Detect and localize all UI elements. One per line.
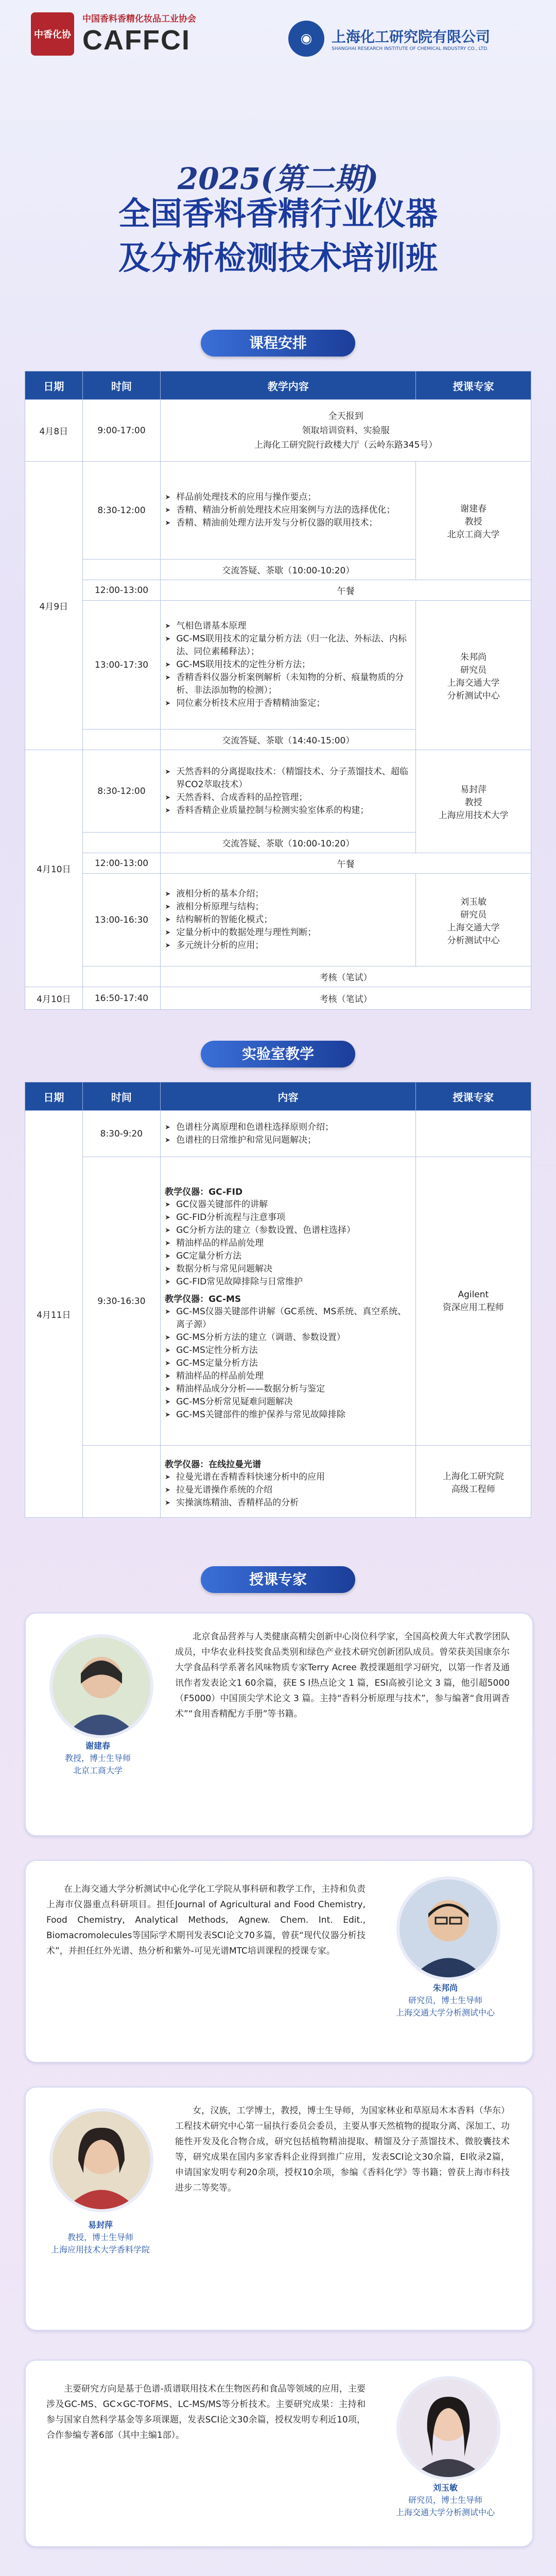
caffci-logo bbox=[31, 11, 196, 56]
table-row bbox=[25, 400, 531, 462]
cell-content: 考核（笔试） bbox=[161, 987, 531, 1010]
title-line-1: 全国香料香精行业仪器 bbox=[118, 195, 438, 232]
list-item: ➤ GC-MS联用技术的定性分析方法； bbox=[174, 658, 411, 671]
table-header-row bbox=[25, 371, 531, 400]
expert-card-1 bbox=[25, 1613, 533, 1836]
col-content: 教学内容 bbox=[161, 371, 416, 400]
cell-date: 4月9日 bbox=[25, 462, 83, 750]
cell-time: 13:00-16:30 bbox=[82, 874, 161, 967]
group-title: 教学仪器：GC-MS bbox=[165, 1294, 241, 1304]
list-item: ➤ 实操演练精油、香精样品的分析 bbox=[174, 1497, 411, 1510]
table-row bbox=[25, 853, 531, 874]
experts-section-title: 授课专家 bbox=[201, 1566, 355, 1593]
cell-break: 交流答疑、茶歇（10:00-10:20） bbox=[161, 560, 416, 580]
schedule-section-title: 课程安排 bbox=[201, 330, 355, 357]
group-list bbox=[165, 1198, 411, 1289]
lab-table bbox=[25, 1082, 531, 1518]
lab-section-title: 实验室教学 bbox=[201, 1041, 355, 1067]
cell-expert: 刘玉敏 研究员 上海交通大学 分析测试中心 bbox=[416, 874, 531, 967]
expert-card-4 bbox=[25, 2360, 533, 2547]
list-item: ➤ GC-FID分析流程与注意事项 bbox=[174, 1211, 411, 1224]
schedule-table bbox=[25, 371, 531, 1010]
cell-date: 4月10日 bbox=[25, 750, 83, 987]
institute-logo bbox=[288, 21, 490, 57]
cell-content: 考核（笔试） bbox=[161, 967, 531, 987]
table-row bbox=[25, 987, 531, 1010]
header bbox=[0, 0, 556, 277]
expert-name: 朱邦尚 研究员，博士生导师 上海交通大学分析测试中心 bbox=[395, 1983, 495, 2018]
cell-date: 4月10日 bbox=[25, 987, 83, 1010]
list-item: ➤ GC-MS分析方法的建立（调谐、参数设置） bbox=[174, 1331, 411, 1344]
list-item: ➤ 天然香料的分离提取技术：（精馏技术、分子蒸馏技术、超临界CO2萃取技术） bbox=[174, 766, 411, 791]
table-row bbox=[25, 580, 531, 601]
expert-name: 易封萍 教授，博士生导师 上海应用技术大学香料学院 bbox=[50, 2220, 150, 2255]
list-item: ➤ 数据分析与常见问题解决 bbox=[174, 1263, 411, 1276]
list-item: ➤ 香精、精油分析前处理技术应用案例与方法的选择优化； bbox=[174, 504, 411, 517]
table-row bbox=[25, 967, 531, 987]
expert-photo-avatar bbox=[396, 2376, 500, 2480]
cell-time: 8:30-9:20 bbox=[82, 1111, 160, 1157]
col-content: 内容 bbox=[161, 1082, 416, 1111]
list-item: ➤ GC-FID常见故障排除与日常维护 bbox=[174, 1276, 411, 1289]
table-row bbox=[25, 462, 531, 560]
list-item: ➤ 天然香料、合成香料的品控管理； bbox=[174, 791, 411, 804]
col-expert: 授课专家 bbox=[415, 1082, 531, 1111]
list-item: ➤ GC-MS定量分析方法 bbox=[174, 1357, 411, 1370]
list-item: ➤ 多元统计分析的应用； bbox=[174, 939, 411, 952]
cell-time: 12:00-13:00 bbox=[82, 853, 161, 874]
list-item: ➤ 香精香料仪器分析案例解析（未知物的分析、痕量物质的分析、非法添加物的检测）； bbox=[174, 671, 411, 697]
cell-expert: 朱邦尚 研究员 上海交通大学 分析测试中心 bbox=[416, 601, 531, 750]
cell-content bbox=[161, 1446, 416, 1518]
list-item: ➤ GC-MS分析常见疑难问题解决 bbox=[174, 1396, 411, 1409]
cell-expert: 易封萍 教授 上海应用技术大学 bbox=[416, 750, 531, 853]
list-item: ➤ 结构解析的智能化模式； bbox=[174, 913, 411, 926]
list-item: ➤ 香料香精企业质量控制与检测实验室体系的构建； bbox=[174, 804, 411, 817]
caffci-emblem-icon: 中香化协 bbox=[31, 12, 74, 56]
list-item: ➤ 精油样品的样品前处理 bbox=[174, 1237, 411, 1250]
expert-bio: 主要研究方向是基于色谱-质谱联用技术在生物医药和食品等领域的应用，主要涉及GC-MS、GC×GC-TOFMS、LC-MS/MS等分析技术。主要研究成果：主持和参与国家自然科学基金等多项课题，发表SCI论文30余篇，授权发明专利近10项，合作参编专著6部（其中主编1部）。 bbox=[46, 2384, 366, 2441]
cell-content bbox=[161, 601, 416, 730]
list-item: ➤ 色谱柱分离原理和色谱柱选择原则介绍； bbox=[174, 1121, 411, 1134]
group-title: 教学仪器：GC-FID bbox=[165, 1187, 243, 1197]
title-line-2: 及分析检测技术培训班 bbox=[118, 239, 438, 277]
list-item: ➤ 液相分析原理与结构； bbox=[174, 901, 411, 913]
list-item: ➤ 同位素分析技术应用于香精精油鉴定； bbox=[174, 697, 411, 710]
cell-expert: 谢建春 教授 北京工商大学 bbox=[416, 462, 531, 580]
page-title bbox=[0, 192, 556, 280]
table-row bbox=[25, 1446, 531, 1518]
institute-emblem-icon: ◉ bbox=[288, 21, 324, 57]
expert-photo-avatar bbox=[49, 1634, 153, 1738]
expert-bio: 北京食品营养与人类健康高精尖创新中心岗位科学家，全国高校黄大年式教学团队成员，中华农业科技奖食品类别和绿色产业技术研究创新团队成员。曾荣获美国康奈尔大学食品科学系著名风味物质专家Terry Acree 教授课题组学习研究，以第一作者及通讯作者发表论文1 60余篇，获E S I热点论文 1 篇，ESI高被引论文 3 篇，他引超5000（F5000）中国顶尖学术论文 3 篇。主持“香料分析原理与技术”，参与编著“食用调香术”“食用香精配方手册”等书籍。 bbox=[175, 1632, 510, 1719]
cell-time: 13:00-17:30 bbox=[82, 601, 161, 730]
table-row bbox=[25, 874, 531, 967]
expert-name: 谢建春 教授，博士生导师 北京工商大学 bbox=[64, 1741, 131, 1775]
list-item: ➤ 色谱柱的日常维护和常见问题解决； bbox=[174, 1134, 411, 1147]
cell-expert: Agilent 资深应用工程师 bbox=[415, 1157, 531, 1446]
cell-time: 9:30-16:30 bbox=[82, 1157, 160, 1446]
list-item: ➤ 液相分析的基本介绍； bbox=[174, 888, 411, 901]
table-row bbox=[25, 750, 531, 833]
cell-expert: 上海化工研究院 高级工程师 bbox=[415, 1446, 531, 1518]
cell-content: 午餐 bbox=[161, 853, 531, 874]
group-list bbox=[165, 1471, 411, 1510]
list-item: ➤ GC仪器关键部件的讲解 bbox=[174, 1198, 411, 1211]
cell-content bbox=[161, 1157, 416, 1446]
cell-time: 12:00-13:00 bbox=[82, 580, 161, 601]
list-item: ➤ 精油样品成分分析——数据分析与鉴定 bbox=[174, 1383, 411, 1396]
col-date: 日期 bbox=[25, 371, 83, 400]
col-expert: 授课专家 bbox=[416, 371, 531, 400]
cell-break: 交流答疑、茶歇（14:40-15:00） bbox=[161, 730, 416, 750]
list-item: ➤ GC-MS仪器关键部件讲解（GC系统、MS系统、真空系统、离子源） bbox=[174, 1306, 411, 1331]
cell-time: 16:50-17:40 bbox=[82, 987, 161, 1010]
expert-card-2 bbox=[25, 1860, 533, 2063]
cell-content bbox=[161, 750, 416, 833]
table-header-row bbox=[25, 1082, 531, 1111]
cell-content: 午餐 bbox=[161, 580, 531, 601]
cell-content bbox=[161, 874, 416, 967]
institute-name-en: SHANGHAI RESEARCH INSTITUTE OF CHEMICAL INDUSTRY CO., LTD. bbox=[332, 46, 489, 52]
expert-bio: 女，汉族，工学博士，教授，博士生导师，为国家林业和草原局木本香料（华东）工程技术研究中心第一届执行委员会委员，主要从事天然植物的提取分离、深加工、功能性开发及化合物合成，研究包括植物精油提取、精馏及分子蒸馏技术、微胶囊技术等，研究成果在国内多家香料企业得到推广应用，发表SCI论文30余篇，EI收录2篇，申请国家发明专利20余项，授权10余项，参编《香料化学》等书籍；曾获上海市科技进步二等奖等。 bbox=[175, 2106, 510, 2193]
cell-content bbox=[161, 1111, 416, 1157]
group-list bbox=[165, 1306, 411, 1421]
list-item: ➤ GC-MS联用技术的定量分析方法（归一化法、外标法、内标法、同位素稀释法）； bbox=[174, 633, 411, 658]
list-item: ➤ GC定量分析方法 bbox=[174, 1250, 411, 1263]
list-item: ➤ 气相色谱基本原理 bbox=[174, 620, 411, 633]
list-item: ➤ GC-MS定性分析方法 bbox=[174, 1344, 411, 1357]
expert-card-3 bbox=[25, 2087, 533, 2331]
col-date: 日期 bbox=[25, 1082, 83, 1111]
org-name-en: CAFFCI bbox=[82, 25, 190, 56]
col-time: 时间 bbox=[82, 371, 161, 400]
institute-name-cn: 上海化工研究院有限公司 bbox=[332, 28, 491, 45]
expert-photo-avatar bbox=[49, 2108, 153, 2212]
group-title: 教学仪器：在线拉曼光谱 bbox=[165, 1459, 262, 1470]
table-row bbox=[25, 601, 531, 730]
table-row bbox=[25, 1157, 531, 1446]
expert-bio: 在上海交通大学分析测试中心化学化工学院从事科研和教学工作，主持和负责上海市仪器重点科研项目。担任Journal of Agricultural and Food Chemistry, Food Chemistry, Analytical Methods, Agnew. Chem. Int. Edit., Biomacromolecules等国际学术期刊发表SCI论文70多篇，曾获“现代仪器分析技术”，并担任红外光谱、热分析和紫外-可见光谱MTC培训课程的授课专家。 bbox=[46, 1884, 366, 1956]
list-item: ➤ GC-MS关键部件的维护保养与常见故障排除 bbox=[174, 1409, 411, 1421]
cell-content bbox=[161, 462, 416, 560]
cell-time: 8:30-12:00 bbox=[82, 462, 161, 560]
cell-date: 4月8日 bbox=[25, 400, 83, 462]
expert-name: 刘玉敏 研究员，博士生导师 上海交通大学分析测试中心 bbox=[395, 2483, 495, 2517]
list-item: ➤ 香精、精油前处理方法开发与分析仪器的联用技术； bbox=[174, 517, 411, 530]
expert-photo-avatar bbox=[396, 1876, 500, 1980]
org-name-cn: 中国香料香精化妆品工业协会 bbox=[82, 14, 196, 24]
list-item: ➤ 精油样品的样品前处理 bbox=[174, 1370, 411, 1383]
cell-date: 4月11日 bbox=[25, 1111, 83, 1518]
cell-time: 8:30-12:00 bbox=[82, 750, 161, 833]
list-item: ➤ 拉曼光谱在香精香料快速分析中的应用 bbox=[174, 1471, 411, 1484]
cell-content: 全天报到 领取培训资料、实验服 上海化工研究院行政楼大厅（云岭东路345号） bbox=[161, 400, 531, 462]
cell-time: 9:00-17:00 bbox=[82, 400, 161, 462]
list-item: ➤ GC分析方法的建立（参数设置、色谱柱选择） bbox=[174, 1224, 411, 1237]
table-row bbox=[25, 1111, 531, 1157]
col-time: 时间 bbox=[82, 1082, 160, 1111]
cell-break: 交流答疑、茶歇（10:00-10:20） bbox=[161, 833, 416, 853]
list-item: ➤ 拉曼光谱操作系统的介绍 bbox=[174, 1484, 411, 1497]
list-item: ➤ 定量分析中的数据处理与理性判断； bbox=[174, 926, 411, 939]
edition-subtitle: 2025(第二期) bbox=[177, 161, 379, 196]
list-item: ➤ 样品前处理技术的应用与操作要点； bbox=[174, 491, 411, 504]
